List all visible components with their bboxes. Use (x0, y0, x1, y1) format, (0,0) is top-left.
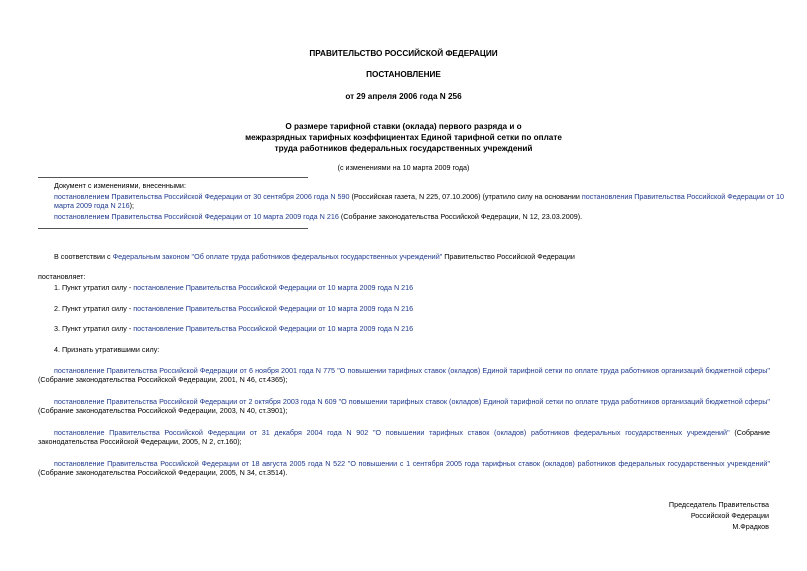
clause-3-text: 3. Пункт утратил силу - (54, 324, 134, 333)
change-link-216-a[interactable]: постановления Правительства Российской Федерации от 10 марта 2009 года N 216 (54, 192, 785, 211)
decrees-word: постановляет: (38, 272, 86, 281)
clause-2-link[interactable]: постановление Правительства Российской Федерации от 10 марта 2009 года N 216 (133, 304, 414, 313)
clause-1 (38, 283, 786, 292)
clause-4: 4. Признать утратившими силу: (54, 345, 160, 354)
preamble-suffix: Правительство Российской Федерации (442, 252, 575, 261)
signature-title: Председатель Правительства (668, 500, 769, 509)
clause-2 (38, 304, 786, 313)
change-text-216: (Собрание законодательства Российской Федерации, N 12, 23.03.2009). (338, 212, 583, 221)
title-line-1: О размере тарифной ставки (оклада) первого разряда и о (285, 122, 522, 131)
lost-text-609: (Собрание законодательства Российской Федерации, 2003, N 40, ст.3901); (38, 406, 288, 416)
title-line-2: межразрядных тарифных коэффициентах Единой тарифной сетки по оплате (245, 133, 562, 142)
lost-link-902[interactable]: постановление Правительства Российской Федерации от 31 декабря 2004 года N 902 "О повышении тарифных ставок (окладов) работников федеральных государственных учреждений" (54, 428, 730, 437)
lost-item-4 (38, 459, 770, 478)
clause-2-text: 2. Пункт утратил силу - (54, 304, 134, 313)
change-text-590-end: ); (129, 201, 135, 211)
lost-item-1 (38, 366, 770, 385)
changes-intro: Документ с изменениями, внесенными: (54, 181, 186, 190)
doc-type: ПОСТАНОВЛЕНИЕ (366, 70, 441, 79)
clause-1-text: 1. Пункт утратил силу - (54, 283, 134, 292)
lost-link-775[interactable]: постановление Правительства Российской Федерации от 6 ноября 2001 года N 775 "О повышении тарифных ставок (окладов) Единой тарифной сетки по оплате труда работников организаций бюджетной сферы" (54, 366, 770, 375)
preamble (38, 252, 786, 261)
changes-item-1 (38, 192, 786, 211)
change-link-216-b[interactable]: постановлением Правительства Российской Федерации от 10 марта 2009 года N 216 (54, 212, 339, 221)
divider-bottom (38, 228, 308, 229)
preamble-prefix: В соответствии с (54, 252, 113, 261)
change-link-590[interactable]: постановлением Правительства Российской Федерации от 30 сентября 2006 года N 590 (54, 192, 350, 201)
org-name: ПРАВИТЕЛЬСТВО РОССИЙСКОЙ ФЕДЕРАЦИИ (309, 49, 498, 58)
clause-1-link[interactable]: постановление Правительства Российской Федерации от 10 марта 2009 года N 216 (133, 283, 414, 292)
lost-text-775: (Собрание законодательства Российской Федерации, 2001, N 46, ст.4365); (38, 375, 288, 385)
divider-top (38, 177, 308, 178)
signature-country: Российской Федерации (690, 511, 769, 520)
lost-link-522[interactable]: постановление Правительства Российской Федерации от 18 августа 2005 года N 522 "О повышении с 1 сентября 2005 года тарифных ставок (окладов) работников федеральных государственных учреждений" (54, 459, 770, 468)
clause-3-link[interactable]: постановление Правительства Российской Федерации от 10 марта 2009 года N 216 (133, 324, 414, 333)
federal-law-link[interactable]: Федеральным законом "Об оплате труда работников федеральных государственных учреждений" (112, 252, 443, 261)
lost-text-902: (Собрание законодательства Российской Федерации, 2005, N 2, ст.160); (38, 428, 770, 447)
title-line-3: труда работников федеральных государственных учреждений (274, 144, 533, 153)
lost-item-2 (38, 397, 770, 416)
clause-3 (38, 324, 786, 333)
doc-title (0, 121, 807, 154)
doc-date-number: от 29 апреля 2006 года N 256 (345, 92, 462, 101)
signature-name: М.Фрадков (732, 522, 769, 531)
changes-item-2 (38, 212, 786, 221)
change-text-590: (Российская газета, N 225, 07.10.2006) (утратило силу на основании (349, 192, 582, 201)
lost-text-522: (Собрание законодательства Российской Федерации, 2005, N 34, ст.3514). (38, 468, 288, 478)
lost-item-3 (38, 428, 770, 447)
lost-link-609[interactable]: постановление Правительства Российской Федерации от 2 октября 2003 года N 609 "О повышении тарифных ставок (окладов) Единой тарифной сетки по оплате труда работников организаций бюджетной сферы" (54, 397, 770, 406)
amendment-note: (с изменениями на 10 марта 2009 года) (337, 163, 470, 172)
signature-block (669, 499, 769, 532)
